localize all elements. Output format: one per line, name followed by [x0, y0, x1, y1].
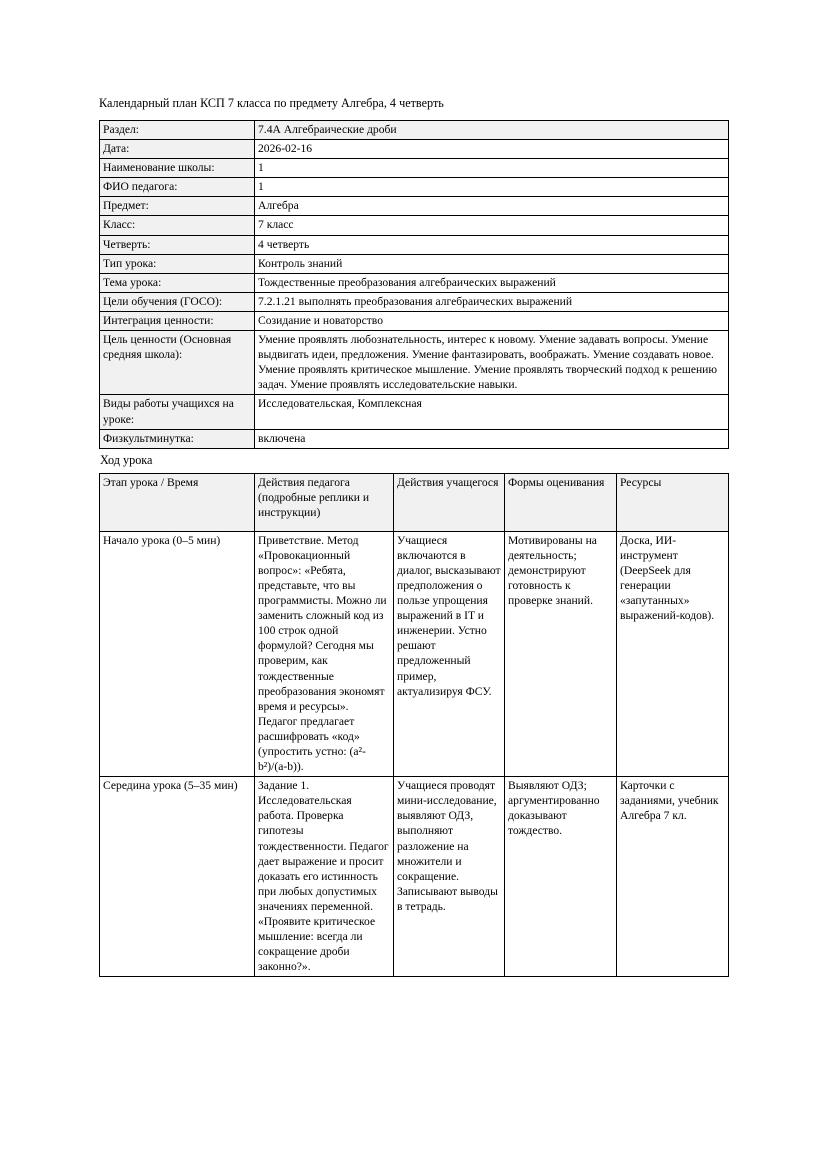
table-row — [100, 429, 729, 448]
table-row — [100, 235, 729, 254]
info-label-physical-break: Физкультминутка: — [100, 429, 255, 448]
cell-teacher-actions: Задание 1. Исследовательская работа. Проверка гипотезы тождественности. Педагог дает выражение и просит доказать его истинность при любых допустимых значениях переменной. «Проявите критическое мышление: всегда ли сокращение дроби законно?». — [255, 777, 394, 977]
cell-resources: Карточки с заданиями, учебник Алгебра 7 кл. — [617, 777, 729, 977]
info-value-lesson-type: Контроль знаний — [255, 254, 729, 273]
table-row — [100, 531, 729, 777]
cell-stage: Начало урока (0–5 мин) — [100, 531, 255, 777]
info-label-lesson-type: Тип урока: — [100, 254, 255, 273]
info-value-teacher: 1 — [255, 178, 729, 197]
info-value-school: 1 — [255, 159, 729, 178]
cell-stage: Середина урока (5–35 мин) — [100, 777, 255, 977]
table-row — [100, 777, 729, 977]
info-label-data: Дата: — [100, 140, 255, 159]
cell-assessment-forms: Выявляют ОДЗ; аргументированно доказывают тождество. — [505, 777, 617, 977]
lesson-flow-table-body — [100, 531, 729, 977]
info-label-school: Наименование школы: — [100, 159, 255, 178]
cell-resources: Доска, ИИ-инструмент (DeepSeek для генерации «запутанных» выражений-кодов). — [617, 531, 729, 777]
cell-student-actions: Учащиеся включаются в диалог, высказывают предположения о пользе упрощения выражений в IT и инженерии. Устно решают предложенный пример, актуализируя ФСУ. — [394, 531, 505, 777]
column-header-student-actions: Действия учащегося — [394, 473, 505, 531]
info-label-razdel: Раздел: — [100, 121, 255, 140]
info-value-lesson-topic: Тождественные преобразования алгебраических выражений — [255, 273, 729, 292]
cell-assessment-forms: Мотивированы на деятельность; демонстрируют готовность к проверке знаний. — [505, 531, 617, 777]
page-title: Календарный план КСП 7 класса по предмету Алгебра, 4 четверть — [99, 96, 444, 110]
table-row — [100, 331, 729, 395]
table-row — [100, 140, 729, 159]
lesson-info-table-body — [100, 121, 729, 449]
info-label-value-integration: Интеграция ценности: — [100, 311, 255, 330]
table-header-row — [100, 473, 729, 531]
lesson-info-table — [99, 120, 729, 449]
info-label-value-goal: Цель ценности (Основная средняя школа): — [100, 331, 255, 395]
info-label-teacher: ФИО педагога: — [100, 178, 255, 197]
cell-teacher-actions: Приветствие. Метод «Провокационный вопрос»: «Ребята, представьте, что вы программисты. Можно ли заменить сложный код из 100 строк одной формулой? Сегодня мы проверим, как тождественные преобразования экономят время и ресурсы». Педагог предлагает расшифровать «код» (упростить устно: (a²-b²)/(a-b)). — [255, 531, 394, 777]
table-row — [100, 311, 729, 330]
column-header-stage: Этап урока / Время — [100, 473, 255, 531]
info-label-work-types: Виды работы учащихся на уроке: — [100, 395, 255, 429]
table-row — [100, 216, 729, 235]
column-header-teacher-actions: Действия педагога (подробные реплики и инструкции) — [255, 473, 394, 531]
info-value-grade: 7 класс — [255, 216, 729, 235]
info-value-razdel: 7.4А Алгебраические дроби — [255, 121, 729, 140]
table-row — [100, 292, 729, 311]
info-label-quarter: Четверть: — [100, 235, 255, 254]
table-row — [100, 273, 729, 292]
info-value-data: 2026-02-16 — [255, 140, 729, 159]
info-value-physical-break: включена — [255, 429, 729, 448]
info-value-learning-goals: 7.2.1.21 выполнять преобразования алгебраических выражений — [255, 292, 729, 311]
info-label-lesson-topic: Тема урока: — [100, 273, 255, 292]
table-row — [100, 254, 729, 273]
info-label-learning-goals: Цели обучения (ГОСО): — [100, 292, 255, 311]
info-value-work-types: Исследовательская, Комплексная — [255, 395, 729, 429]
info-label-grade: Класс: — [100, 216, 255, 235]
column-header-resources: Ресурсы — [617, 473, 729, 531]
table-row — [100, 197, 729, 216]
table-row — [100, 159, 729, 178]
info-value-value-goal: Умение проявлять любознательность, интерес к новому. Умение задавать вопросы. Умение выдвигать идеи, предложения. Умение фантазировать, воображать. Умение создавать новое. Умение проявлять критическое мышление. Умение проявлять творческий подход к решению задач. Умение проявлять исследовательские навыки. — [255, 331, 729, 395]
table-row — [100, 178, 729, 197]
column-header-assessment-forms: Формы оценивания — [505, 473, 617, 531]
info-label-subject: Предмет: — [100, 197, 255, 216]
table-row — [100, 395, 729, 429]
lesson-flow-table — [99, 473, 729, 978]
info-value-value-integration: Созидание и новаторство — [255, 311, 729, 330]
table-row — [100, 121, 729, 140]
info-value-subject: Алгебра — [255, 197, 729, 216]
lesson-flow-table-head — [100, 473, 729, 531]
section-label-lesson-flow: Ход урока — [100, 452, 153, 467]
info-value-quarter: 4 четверть — [255, 235, 729, 254]
cell-student-actions: Учащиеся проводят мини-исследование, выявляют ОДЗ, выполняют разложение на множители и сокращение. Записывают выводы в тетрадь. — [394, 777, 505, 977]
